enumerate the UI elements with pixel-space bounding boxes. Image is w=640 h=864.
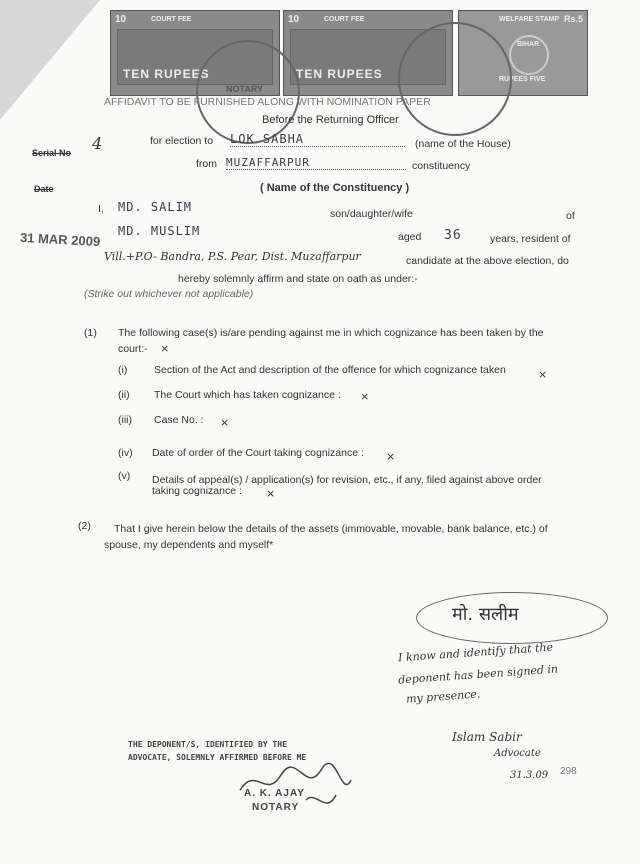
stamp-denomination: 10	[115, 14, 127, 25]
notary-signature-scribble	[236, 760, 356, 820]
item1-num: (1)	[84, 327, 97, 339]
item2-text-line1: That I give herein below the details of the assets (immovable, movable, bank balance, etc.) of	[114, 523, 548, 535]
item2-text-line2: spouse, my dependents and myself*	[104, 539, 274, 551]
registration-number: 298	[560, 766, 577, 777]
election-prefix: for election to	[150, 135, 214, 147]
i-label: I,	[98, 203, 104, 215]
notary-seal-text: NOTARY	[226, 84, 263, 94]
address: Vill.+P.O- Bandra, P.S. Pear, Dist. Muzaffarpur	[104, 250, 361, 263]
advocate-date: 31.3.09	[510, 770, 549, 781]
notary-seal-2	[398, 22, 512, 136]
candidate-text: candidate at the above election, do	[406, 255, 569, 267]
stamp-top-label: COURT FEE	[324, 16, 365, 23]
constituency-name: MUZAFFARPUR	[226, 156, 406, 170]
notary-stamp-line2: ADVOCATE, SOLEMNLY AFFIRMED BEFORE ME	[128, 753, 307, 762]
date-stamp: 31 MAR 2009	[19, 229, 101, 250]
constituency-suffix: constituency	[412, 160, 471, 172]
cross-mark: ×	[360, 390, 370, 403]
sub-text: The Court which has taken cognizance :	[154, 389, 341, 401]
from-label: from	[196, 158, 217, 170]
cross-mark: ×	[220, 416, 230, 429]
advocate-label: Advocate	[494, 748, 541, 759]
sub-num: (ii)	[118, 389, 130, 401]
deponent-name: MD. SALIM	[118, 200, 193, 214]
stamp-top-label: WELFARE STAMP	[499, 16, 560, 23]
sub-text: Case No. :	[154, 414, 204, 426]
stamp-bottom-label: TEN RUPEES	[296, 67, 383, 81]
stamp-bottom-label: TEN RUPEES	[123, 67, 210, 81]
stamp-state: BIHAR	[517, 41, 540, 48]
strike-note: (Strike out whichever not applicable)	[84, 288, 254, 300]
sub-num: (v)	[118, 470, 131, 482]
sub-text: Date of order of the Court taking cognizance :	[152, 447, 364, 459]
sub-num: (iv)	[118, 447, 133, 459]
sub-num: (iii)	[118, 414, 132, 426]
identification-line3: my presence.	[405, 687, 481, 706]
notary-name: A. K. AJAY	[244, 788, 305, 799]
identification-line1: I know and identify that the	[397, 640, 554, 665]
stamp-denomination: 10	[288, 14, 300, 25]
serial-no-label: Serial No	[32, 148, 72, 158]
stamp-top-label: COURT FEE	[151, 16, 192, 23]
of-label: of	[566, 210, 575, 222]
notary-label: NOTARY	[252, 802, 300, 813]
name-of-constituency-label: ( Name of the Constituency )	[260, 182, 410, 194]
stamp-bottom-label: RUPEES FIVE	[499, 76, 546, 83]
item1-text-line2: court:-	[118, 343, 148, 355]
aged-label: aged	[398, 231, 422, 243]
father-name: MD. MUSLIM	[118, 224, 201, 238]
date-label: Date	[34, 184, 54, 194]
form-title: AFFIDAVIT TO BE FURNISHED ALONG WITH NOMINATION PAPER	[104, 96, 431, 108]
identification-line2: deponent has been signed in	[397, 662, 559, 687]
advocate-signature: Islam Sabir	[452, 730, 522, 744]
cross-mark: ×	[266, 487, 276, 500]
cross-mark: ×	[538, 368, 548, 381]
sub-text: Details of appeal(s) / application(s) for revision, etc., if any, filed against above order	[152, 474, 542, 486]
son-of-label: son/daughter/wife	[330, 208, 413, 220]
page-corner-shadow	[0, 0, 100, 120]
cross-mark: ×	[386, 450, 396, 463]
sub-num: (i)	[118, 364, 128, 376]
cross-mark: ×	[160, 342, 170, 355]
deponent-signature: मो. सलीम	[452, 604, 519, 625]
item1-text-line1: The following case(s) is/are pending against me in which cognizance has been taken by the	[118, 327, 544, 339]
age-value: 36	[444, 228, 462, 243]
sub-text: Section of the Act and description of the offence for which cognizance taken	[154, 364, 506, 376]
house-name: LOK SABHA	[230, 132, 405, 147]
house-suffix: (name of the House)	[415, 138, 511, 150]
item2-num: (2)	[78, 520, 91, 532]
serial-no-value: 4	[92, 134, 103, 153]
before-returning-officer: Before the Returning Officer	[262, 114, 399, 126]
years-label: years, resident of	[490, 233, 571, 245]
affirm-text: hereby solemnly affirm and state on oath as under:-	[178, 273, 418, 285]
sub-text-line2: taking cognizance :	[152, 485, 242, 497]
notary-stamp-line1: THE DEPONENT/S, IDENTIFIED BY THE	[128, 740, 287, 749]
stamp-denomination: Rs.5	[563, 14, 583, 24]
